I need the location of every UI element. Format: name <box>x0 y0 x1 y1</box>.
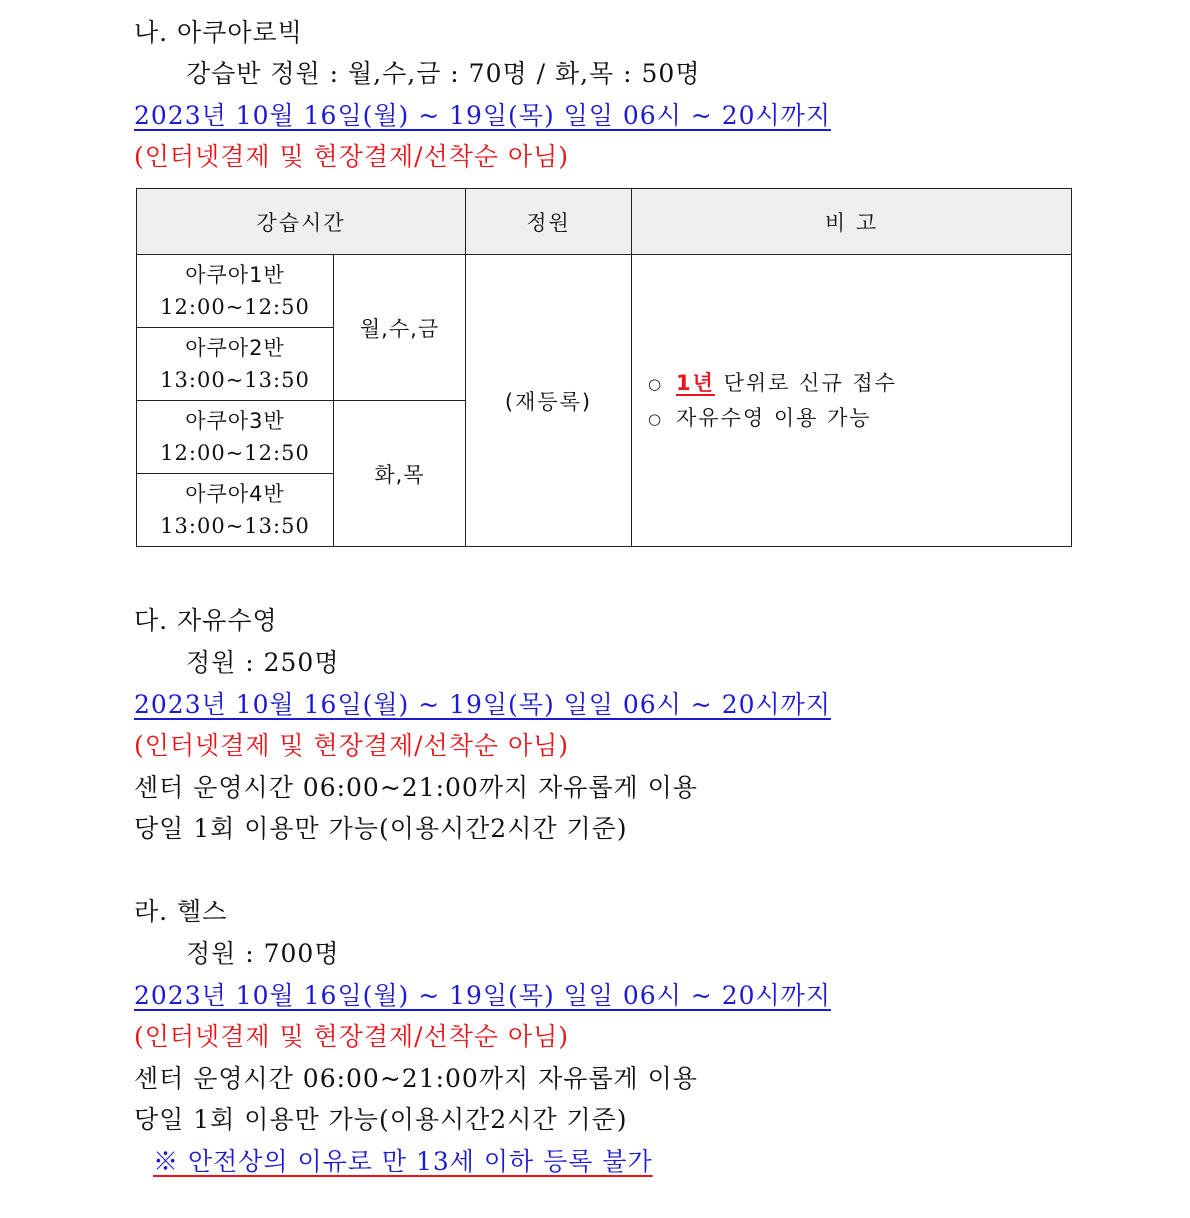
class-time: 12:00~12:50 <box>160 441 310 465</box>
free-swim-period: 2023년 10월 16일(월) ~ 19일(목) 일일 06시 ~ 20시까지 <box>134 690 831 719</box>
free-swim-hours: 센터 운영시간 06:00~21:00까지 자유롭게 이용 <box>134 773 698 802</box>
health-capacity: 정원 : 700명 <box>186 939 340 968</box>
class-cell-2 <box>137 328 334 401</box>
age-restriction-warning: ※ 안전상의 이유로 만 13세 이하 등록 불가 <box>153 1147 653 1176</box>
capacity-cell: (재등록) <box>466 255 632 547</box>
days-mon-wed-fri: 월,수,금 <box>334 255 466 401</box>
circle-bullet-icon: ○ <box>648 409 664 428</box>
remarks-line-2 <box>648 401 1071 436</box>
table-header-row <box>137 189 1072 255</box>
remarks-cell <box>632 255 1072 547</box>
free-swim-capacity: 정원 : 250명 <box>186 648 340 677</box>
health-limit: 당일 1회 이용만 가능(이용시간2시간 기준) <box>134 1105 628 1134</box>
class-time: 13:00~13:50 <box>160 514 310 538</box>
table-row <box>137 255 1072 328</box>
remarks-line-2-text: 자유수영 이용 가능 <box>676 405 872 430</box>
days-tue-thu: 화,목 <box>334 401 466 547</box>
class-name: 아쿠아2반 <box>185 336 285 360</box>
health-hours: 센터 운영시간 06:00~21:00까지 자유롭게 이용 <box>134 1064 698 1093</box>
circle-bullet-icon: ○ <box>648 374 664 393</box>
free-swim-limit: 당일 1회 이용만 가능(이용시간2시간 기준) <box>134 814 628 843</box>
class-time: 13:00~13:50 <box>160 368 310 392</box>
class-cell-1 <box>137 255 334 328</box>
class-cell-4 <box>137 474 334 547</box>
remarks-line-1-text: 단위로 신규 접수 <box>714 370 897 395</box>
health-heading: 라. 헬스 <box>134 897 228 926</box>
free-swim-payment-note: (인터넷결제 및 현장결제/선착순 아님) <box>134 731 570 760</box>
aquarobic-payment-note: (인터넷결제 및 현장결제/선착순 아님) <box>134 142 570 171</box>
aquarobic-capacity: 강습반 정원 : 월,수,금 : 70명 / 화,목 : 50명 <box>186 59 701 88</box>
header-remarks: 비 고 <box>632 189 1072 255</box>
header-capacity: 정원 <box>466 189 632 255</box>
remarks-line-1 <box>648 366 1071 401</box>
header-class-time: 강습시간 <box>137 189 466 255</box>
health-payment-note: (인터넷결제 및 현장결제/선착순 아님) <box>134 1022 570 1051</box>
aquarobic-period: 2023년 10월 16일(월) ~ 19일(목) 일일 06시 ~ 20시까지 <box>134 101 831 130</box>
remarks-highlight: 1년 <box>676 370 715 395</box>
class-name: 아쿠아4반 <box>185 482 285 506</box>
class-name: 아쿠아1반 <box>185 263 285 287</box>
class-time: 12:00~12:50 <box>160 295 310 319</box>
class-cell-3 <box>137 401 334 474</box>
aquarobic-heading: 나. 아쿠아로빅 <box>134 18 303 47</box>
health-period: 2023년 10월 16일(월) ~ 19일(목) 일일 06시 ~ 20시까지 <box>134 981 831 1010</box>
class-name: 아쿠아3반 <box>185 409 285 433</box>
aquarobic-schedule-table <box>136 188 1072 547</box>
free-swim-heading: 다. 자유수영 <box>134 606 278 635</box>
